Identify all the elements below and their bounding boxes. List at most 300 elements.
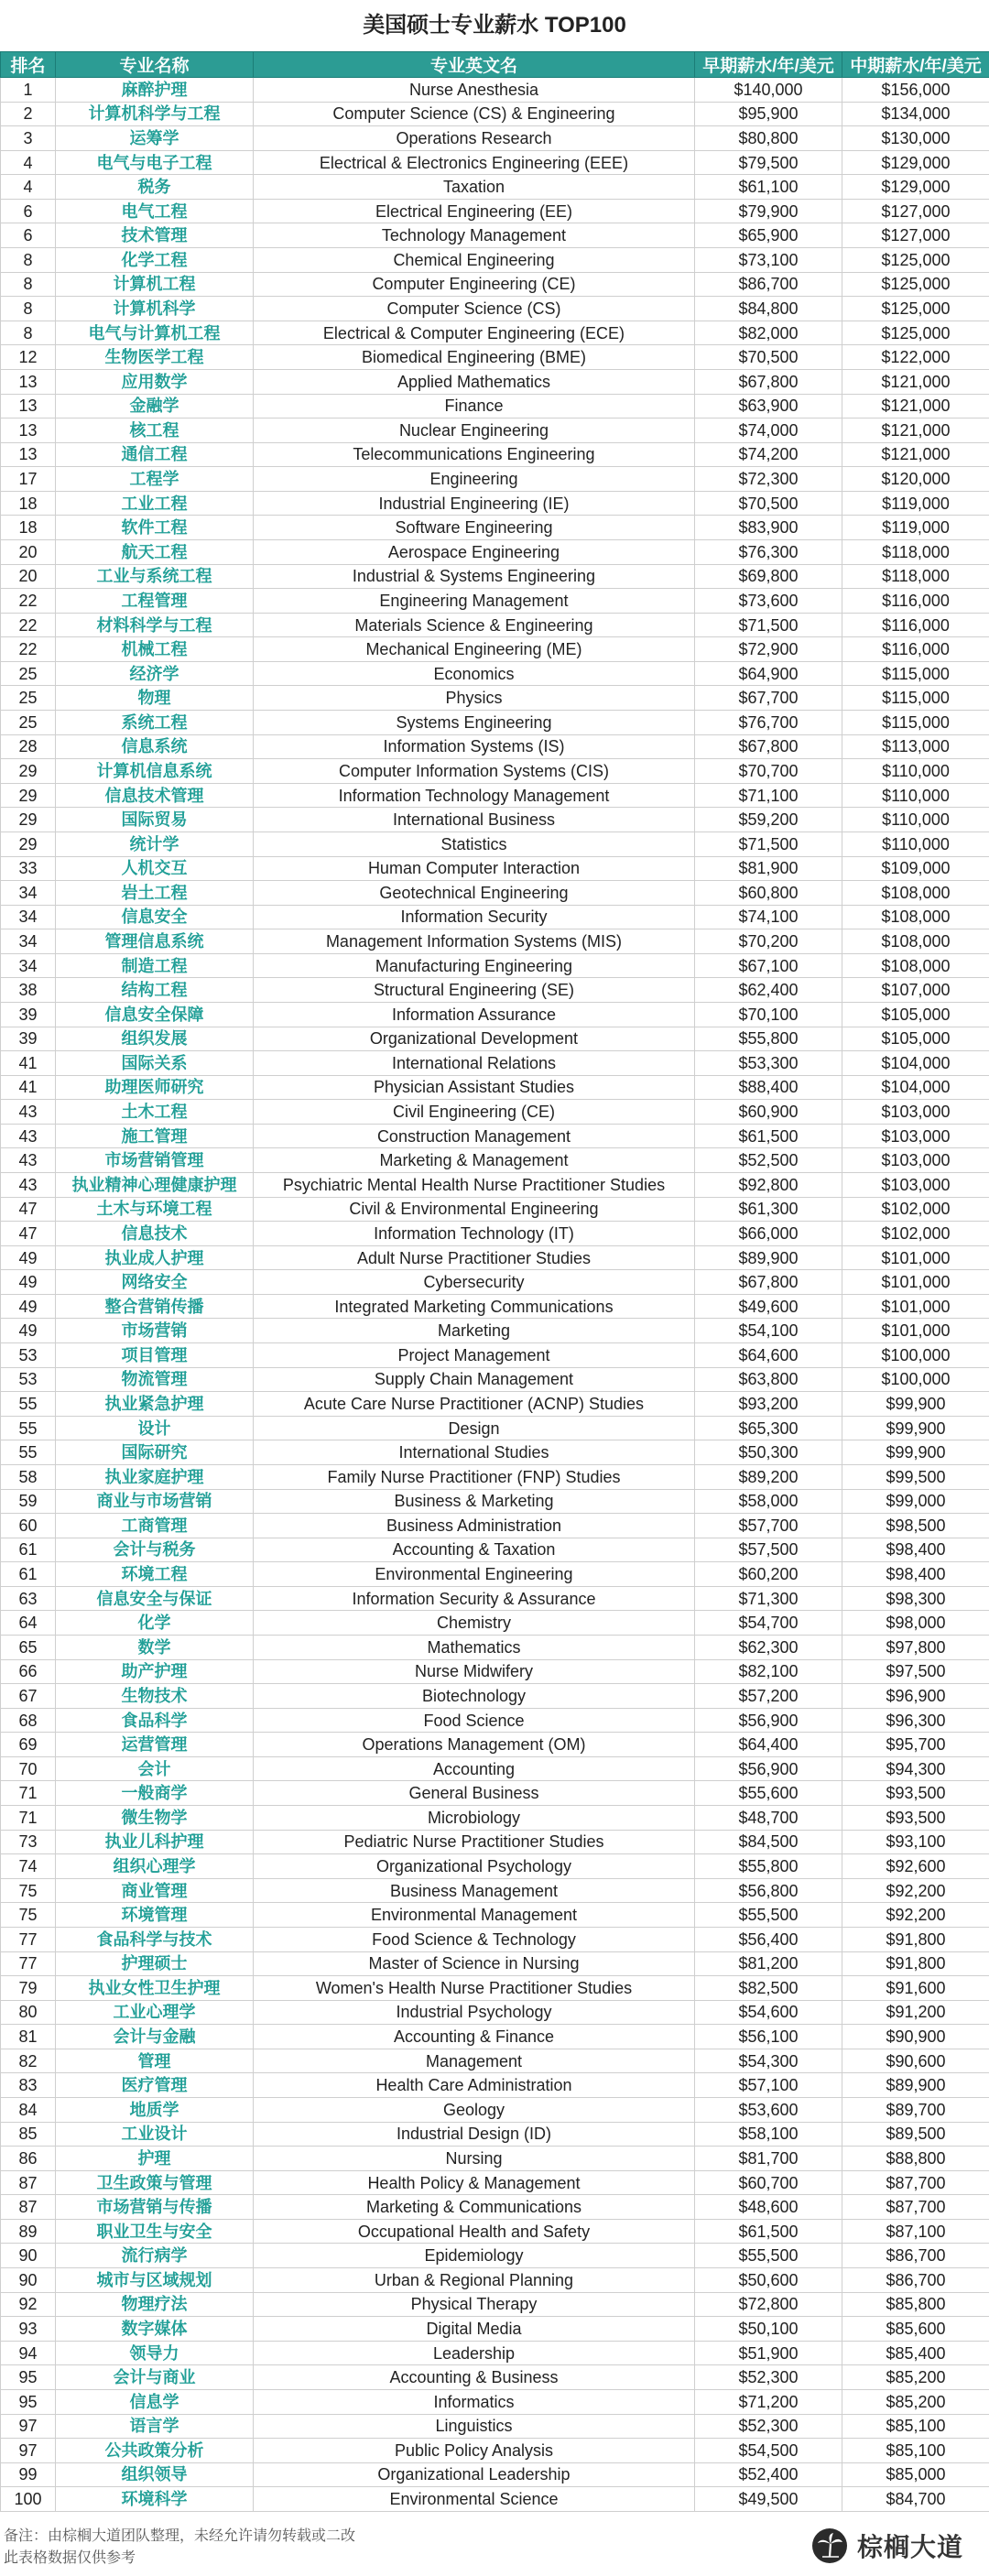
english-name-cell: Systems Engineering	[254, 711, 695, 735]
table-row	[1, 564, 989, 589]
english-name-cell: Economics	[254, 661, 695, 686]
early-salary-cell: $86,700	[695, 272, 842, 297]
rank-cell: 12	[1, 345, 56, 370]
early-salary-cell: $63,900	[695, 394, 842, 418]
major-name-cell: 语言学	[56, 2414, 254, 2439]
mid-salary-cell: $116,000	[842, 637, 989, 662]
early-salary-cell: $89,900	[695, 1245, 842, 1270]
rank-cell: 74	[1, 1854, 56, 1879]
rank-cell: 87	[1, 2195, 56, 2220]
mid-salary-cell: $98,400	[842, 1562, 989, 1587]
major-name-cell: 医疗管理	[56, 2073, 254, 2098]
rank-cell: 20	[1, 564, 56, 589]
rank-cell: 75	[1, 1903, 56, 1928]
table-row	[1, 661, 989, 686]
major-name-cell: 一般商学	[56, 1781, 254, 1806]
major-name-cell: 化学	[56, 1611, 254, 1636]
table-row	[1, 297, 989, 321]
major-name-cell: 应用数学	[56, 369, 254, 394]
early-salary-cell: $70,700	[695, 759, 842, 784]
mid-salary-cell: $121,000	[842, 369, 989, 394]
table-row	[1, 1416, 989, 1440]
palm-tree-icon	[811, 2527, 848, 2564]
rank-cell: 90	[1, 2268, 56, 2293]
early-salary-cell: $63,800	[695, 1367, 842, 1392]
english-name-cell: Business Administration	[254, 1514, 695, 1538]
mid-salary-cell: $109,000	[842, 856, 989, 881]
early-salary-cell: $67,100	[695, 953, 842, 978]
major-name-cell: 执业家庭护理	[56, 1464, 254, 1489]
english-name-cell: Accounting	[254, 1756, 695, 1781]
rank-cell: 55	[1, 1440, 56, 1465]
major-name-cell: 航天工程	[56, 539, 254, 564]
mid-salary-cell: $98,400	[842, 1538, 989, 1562]
table-row	[1, 637, 989, 662]
mid-salary-cell: $91,600	[842, 1976, 989, 2001]
rank-cell: 8	[1, 272, 56, 297]
major-name-cell: 核工程	[56, 418, 254, 443]
early-salary-cell: $57,100	[695, 2073, 842, 2098]
mid-salary-cell: $85,100	[842, 2439, 989, 2463]
mid-salary-cell: $156,000	[842, 78, 989, 103]
rank-cell: 86	[1, 2147, 56, 2171]
table-row	[1, 1951, 989, 1976]
early-salary-cell: $82,000	[695, 321, 842, 345]
english-name-cell: Project Management	[254, 1343, 695, 1368]
major-name-cell: 计算机科学与工程	[56, 102, 254, 126]
mid-salary-cell: $103,000	[842, 1124, 989, 1148]
mid-salary-cell: $129,000	[842, 150, 989, 175]
table-row	[1, 199, 989, 223]
table-row	[1, 369, 989, 394]
rank-cell: 41	[1, 1075, 56, 1100]
major-name-cell: 物理疗法	[56, 2292, 254, 2317]
table-row	[1, 491, 989, 516]
mid-salary-cell: $125,000	[842, 272, 989, 297]
rank-cell: 61	[1, 1562, 56, 1587]
rank-cell: 55	[1, 1392, 56, 1417]
mid-salary-cell: $103,000	[842, 1100, 989, 1125]
rank-cell: 47	[1, 1197, 56, 1222]
table-row	[1, 102, 989, 126]
major-name-cell: 市场营销	[56, 1319, 254, 1343]
rank-cell: 70	[1, 1756, 56, 1781]
major-name-cell: 信息学	[56, 2389, 254, 2414]
early-salary-cell: $52,300	[695, 2365, 842, 2390]
mid-salary-cell: $118,000	[842, 564, 989, 589]
rank-cell: 43	[1, 1124, 56, 1148]
english-name-cell: Epidemiology	[254, 2244, 695, 2268]
table-row	[1, 1927, 989, 1951]
english-name-cell: Digital Media	[254, 2317, 695, 2342]
early-salary-cell: $76,300	[695, 539, 842, 564]
english-name-cell: Human Computer Interaction	[254, 856, 695, 881]
rank-cell: 25	[1, 661, 56, 686]
table-row	[1, 2341, 989, 2365]
mid-salary-cell: $86,700	[842, 2268, 989, 2293]
major-name-cell: 国际研究	[56, 1440, 254, 1465]
mid-salary-cell: $108,000	[842, 953, 989, 978]
english-name-cell: Organizational Leadership	[254, 2462, 695, 2487]
mid-salary-cell: $99,500	[842, 1464, 989, 1489]
early-salary-cell: $54,100	[695, 1319, 842, 1343]
early-salary-cell: $50,600	[695, 2268, 842, 2293]
table-row	[1, 1270, 989, 1295]
mid-salary-cell: $121,000	[842, 394, 989, 418]
mid-salary-cell: $110,000	[842, 808, 989, 832]
english-name-cell: International Business	[254, 808, 695, 832]
rank-cell: 34	[1, 953, 56, 978]
table-row	[1, 2487, 989, 2512]
major-name-cell: 数学	[56, 1636, 254, 1660]
early-salary-cell: $74,100	[695, 905, 842, 929]
english-name-cell: Health Care Administration	[254, 2073, 695, 2098]
footer-note: 备注：由棕榈大道团队整理，未经允许请勿转载或二改	[4, 2528, 356, 2544]
english-name-cell: Physical Therapy	[254, 2292, 695, 2317]
table-row	[1, 418, 989, 443]
table-row	[1, 1756, 989, 1781]
early-salary-cell: $55,800	[695, 1854, 842, 1879]
english-name-cell: Urban & Regional Planning	[254, 2268, 695, 2293]
early-salary-cell: $54,300	[695, 2049, 842, 2073]
early-salary-cell: $53,300	[695, 1051, 842, 1076]
early-salary-cell: $70,100	[695, 1002, 842, 1027]
rank-cell: 99	[1, 2462, 56, 2487]
mid-salary-cell: $89,900	[842, 2073, 989, 2098]
major-name-cell: 市场营销管理	[56, 1148, 254, 1173]
rank-cell: 53	[1, 1343, 56, 1368]
major-name-cell: 食品科学	[56, 1708, 254, 1733]
early-salary-cell: $93,200	[695, 1392, 842, 1417]
english-name-cell: Nurse Midwifery	[254, 1659, 695, 1684]
english-name-cell: Acute Care Nurse Practitioner (ACNP) Studies	[254, 1392, 695, 1417]
major-name-cell: 微生物学	[56, 1806, 254, 1831]
mid-salary-cell: $85,000	[842, 2462, 989, 2487]
english-name-cell: Public Policy Analysis	[254, 2439, 695, 2463]
rank-cell: 80	[1, 2000, 56, 2025]
early-salary-cell: $67,800	[695, 734, 842, 759]
major-name-cell: 数字媒体	[56, 2317, 254, 2342]
english-name-cell: Mechanical Engineering (ME)	[254, 637, 695, 662]
early-salary-cell: $80,800	[695, 126, 842, 151]
english-name-cell: Industrial Engineering (IE)	[254, 491, 695, 516]
english-name-cell: Finance	[254, 394, 695, 418]
table-row	[1, 2097, 989, 2122]
table-row	[1, 856, 989, 881]
mid-salary-cell: $89,500	[842, 2122, 989, 2147]
table-row	[1, 686, 989, 711]
early-salary-cell: $83,900	[695, 516, 842, 540]
rank-cell: 83	[1, 2073, 56, 2098]
english-name-cell: Nursing	[254, 2147, 695, 2171]
early-salary-cell: $55,500	[695, 2244, 842, 2268]
table-row	[1, 2365, 989, 2390]
english-name-cell: Women's Health Nurse Practitioner Studies	[254, 1976, 695, 2001]
english-name-cell: Accounting & Business	[254, 2365, 695, 2390]
table-row	[1, 1976, 989, 2001]
major-name-cell: 生物技术	[56, 1684, 254, 1709]
brand-name: 棕榈大道	[856, 2533, 963, 2561]
early-salary-cell: $60,900	[695, 1100, 842, 1125]
english-name-cell: Operations Management (OM)	[254, 1733, 695, 1757]
english-name-cell: Environmental Management	[254, 1903, 695, 1928]
early-salary-cell: $72,300	[695, 467, 842, 492]
major-name-cell: 系统工程	[56, 711, 254, 735]
rank-cell: 63	[1, 1586, 56, 1611]
english-name-cell: Materials Science & Engineering	[254, 613, 695, 637]
header-mid-salary: 中期薪水/年/美元	[842, 52, 989, 78]
table-row	[1, 1684, 989, 1709]
rank-cell: 49	[1, 1294, 56, 1319]
major-name-cell: 工业心理学	[56, 2000, 254, 2025]
table-row	[1, 1051, 989, 1076]
early-salary-cell: $81,200	[695, 1951, 842, 1976]
mid-salary-cell: $97,800	[842, 1636, 989, 1660]
table-row	[1, 78, 989, 103]
mid-salary-cell: $125,000	[842, 248, 989, 273]
early-salary-cell: $81,700	[695, 2147, 842, 2171]
early-salary-cell: $58,100	[695, 2122, 842, 2147]
rank-cell: 8	[1, 321, 56, 345]
table-row	[1, 1197, 989, 1222]
early-salary-cell: $73,100	[695, 248, 842, 273]
major-name-cell: 工业与系统工程	[56, 564, 254, 589]
table-row	[1, 2073, 989, 2098]
table-row	[1, 1708, 989, 1733]
table-row	[1, 150, 989, 175]
mid-salary-cell: $103,000	[842, 1173, 989, 1198]
rank-cell: 20	[1, 539, 56, 564]
mid-salary-cell: $116,000	[842, 613, 989, 637]
early-salary-cell: $84,500	[695, 1830, 842, 1854]
mid-salary-cell: $101,000	[842, 1270, 989, 1295]
early-salary-cell: $82,100	[695, 1659, 842, 1684]
english-name-cell: Psychiatric Mental Health Nurse Practitioner Studies	[254, 1173, 695, 1198]
major-name-cell: 电气工程	[56, 199, 254, 223]
rank-cell: 43	[1, 1148, 56, 1173]
mid-salary-cell: $92,200	[842, 1878, 989, 1903]
mid-salary-cell: $96,900	[842, 1684, 989, 1709]
table-row	[1, 2000, 989, 2025]
english-name-cell: Construction Management	[254, 1124, 695, 1148]
mid-salary-cell: $98,000	[842, 1611, 989, 1636]
mid-salary-cell: $101,000	[842, 1245, 989, 1270]
mid-salary-cell: $110,000	[842, 831, 989, 856]
table-row	[1, 978, 989, 1003]
early-salary-cell: $79,500	[695, 150, 842, 175]
english-name-cell: Taxation	[254, 175, 695, 200]
table-row	[1, 467, 989, 492]
header-rank: 排名	[1, 52, 56, 78]
rank-cell: 59	[1, 1489, 56, 1514]
major-name-cell: 计算机科学	[56, 297, 254, 321]
early-salary-cell: $59,200	[695, 808, 842, 832]
major-name-cell: 施工管理	[56, 1124, 254, 1148]
mid-salary-cell: $99,900	[842, 1392, 989, 1417]
table-row	[1, 1489, 989, 1514]
major-name-cell: 执业紧急护理	[56, 1392, 254, 1417]
major-name-cell: 电气与电子工程	[56, 150, 254, 175]
early-salary-cell: $71,300	[695, 1586, 842, 1611]
english-name-cell: Organizational Psychology	[254, 1854, 695, 1879]
english-name-cell: Microbiology	[254, 1806, 695, 1831]
mid-salary-cell: $115,000	[842, 686, 989, 711]
mid-salary-cell: $93,500	[842, 1806, 989, 1831]
early-salary-cell: $69,800	[695, 564, 842, 589]
english-name-cell: Nurse Anesthesia	[254, 78, 695, 103]
major-name-cell: 人机交互	[56, 856, 254, 881]
rank-cell: 79	[1, 1976, 56, 2001]
english-name-cell: Engineering	[254, 467, 695, 492]
english-name-cell: Computer Engineering (CE)	[254, 272, 695, 297]
english-name-cell: Aerospace Engineering	[254, 539, 695, 564]
english-name-cell: Chemical Engineering	[254, 248, 695, 273]
mid-salary-cell: $116,000	[842, 589, 989, 614]
early-salary-cell: $95,900	[695, 102, 842, 126]
early-salary-cell: $64,400	[695, 1733, 842, 1757]
major-name-cell: 市场营销与传播	[56, 2195, 254, 2220]
english-name-cell: Physics	[254, 686, 695, 711]
table-row	[1, 1586, 989, 1611]
major-name-cell: 信息安全	[56, 905, 254, 929]
table-row	[1, 1659, 989, 1684]
early-salary-cell: $74,000	[695, 418, 842, 443]
early-salary-cell: $57,500	[695, 1538, 842, 1562]
mid-salary-cell: $92,600	[842, 1854, 989, 1879]
english-name-cell: Statistics	[254, 831, 695, 856]
table-row	[1, 1319, 989, 1343]
major-name-cell: 城市与区域规划	[56, 2268, 254, 2293]
table-row	[1, 808, 989, 832]
table-row	[1, 1245, 989, 1270]
major-name-cell: 国际关系	[56, 1051, 254, 1076]
mid-salary-cell: $99,900	[842, 1440, 989, 1465]
mid-salary-cell: $89,700	[842, 2097, 989, 2122]
mid-salary-cell: $101,000	[842, 1319, 989, 1343]
rank-cell: 97	[1, 2414, 56, 2439]
major-name-cell: 环境工程	[56, 1562, 254, 1587]
early-salary-cell: $61,300	[695, 1197, 842, 1222]
major-name-cell: 执业儿科护理	[56, 1830, 254, 1854]
english-name-cell: Computer Science (CS)	[254, 297, 695, 321]
english-name-cell: Computer Science (CS) & Engineering	[254, 102, 695, 126]
rank-cell: 22	[1, 637, 56, 662]
early-salary-cell: $65,900	[695, 223, 842, 248]
early-salary-cell: $67,700	[695, 686, 842, 711]
rank-cell: 6	[1, 223, 56, 248]
table-row	[1, 1294, 989, 1319]
major-name-cell: 环境管理	[56, 1903, 254, 1928]
mid-salary-cell: $85,400	[842, 2341, 989, 2365]
table-row	[1, 272, 989, 297]
major-name-cell: 制造工程	[56, 953, 254, 978]
rank-cell: 69	[1, 1733, 56, 1757]
early-salary-cell: $76,700	[695, 711, 842, 735]
mid-salary-cell: $97,500	[842, 1659, 989, 1684]
english-name-cell: Chemistry	[254, 1611, 695, 1636]
major-name-cell: 管理	[56, 2049, 254, 2073]
english-name-cell: Structural Engineering (SE)	[254, 978, 695, 1003]
rank-cell: 55	[1, 1416, 56, 1440]
table-row	[1, 516, 989, 540]
english-name-cell: Leadership	[254, 2341, 695, 2365]
mid-salary-cell: $98,500	[842, 1514, 989, 1538]
mid-salary-cell: $93,500	[842, 1781, 989, 1806]
english-name-cell: Master of Science in Nursing	[254, 1951, 695, 1976]
major-name-cell: 助理医师研究	[56, 1075, 254, 1100]
english-name-cell: Marketing & Management	[254, 1148, 695, 1173]
major-name-cell: 化学工程	[56, 248, 254, 273]
early-salary-cell: $52,500	[695, 1148, 842, 1173]
table-row	[1, 1173, 989, 1198]
rank-cell: 47	[1, 1222, 56, 1246]
english-name-cell: Biotechnology	[254, 1684, 695, 1709]
mid-salary-cell: $85,600	[842, 2317, 989, 2342]
major-name-cell: 护理	[56, 2147, 254, 2171]
mid-salary-cell: $85,800	[842, 2292, 989, 2317]
major-name-cell: 计算机工程	[56, 272, 254, 297]
early-salary-cell: $61,500	[695, 1124, 842, 1148]
table-row	[1, 1002, 989, 1027]
table-row	[1, 1806, 989, 1831]
table-row	[1, 1148, 989, 1173]
rank-cell: 18	[1, 491, 56, 516]
table-row	[1, 1464, 989, 1489]
english-name-cell: Accounting & Taxation	[254, 1538, 695, 1562]
table-row	[1, 2268, 989, 2293]
mid-salary-cell: $100,000	[842, 1367, 989, 1392]
rank-cell: 85	[1, 2122, 56, 2147]
rank-cell: 82	[1, 2049, 56, 2073]
early-salary-cell: $71,500	[695, 831, 842, 856]
english-name-cell: Geotechnical Engineering	[254, 881, 695, 906]
rank-cell: 34	[1, 929, 56, 954]
early-salary-cell: $79,900	[695, 199, 842, 223]
early-salary-cell: $52,300	[695, 2414, 842, 2439]
english-name-cell: Electrical & Electronics Engineering (EEE)	[254, 150, 695, 175]
early-salary-cell: $56,900	[695, 1708, 842, 1733]
table-row	[1, 953, 989, 978]
major-name-cell: 流行病学	[56, 2244, 254, 2268]
table-row	[1, 2147, 989, 2171]
table-row	[1, 2219, 989, 2244]
table-row	[1, 881, 989, 906]
english-name-cell: Information Systems (IS)	[254, 734, 695, 759]
mid-salary-cell: $90,900	[842, 2025, 989, 2049]
mid-salary-cell: $101,000	[842, 1294, 989, 1319]
english-name-cell: Nuclear Engineering	[254, 418, 695, 443]
early-salary-cell: $57,200	[695, 1684, 842, 1709]
table-row	[1, 1514, 989, 1538]
table-row	[1, 759, 989, 784]
rank-cell: 87	[1, 2170, 56, 2195]
english-name-cell: Electrical Engineering (EE)	[254, 199, 695, 223]
major-name-cell: 网络安全	[56, 1270, 254, 1295]
table-row	[1, 1854, 989, 1879]
english-name-cell: Occupational Health and Safety	[254, 2219, 695, 2244]
rank-cell: 28	[1, 734, 56, 759]
major-name-cell: 运筹学	[56, 126, 254, 151]
early-salary-cell: $62,300	[695, 1636, 842, 1660]
table-row	[1, 248, 989, 273]
mid-salary-cell: $129,000	[842, 175, 989, 200]
table-row	[1, 2389, 989, 2414]
english-name-cell: Manufacturing Engineering	[254, 953, 695, 978]
major-name-cell: 软件工程	[56, 516, 254, 540]
mid-salary-cell: $91,800	[842, 1927, 989, 1951]
rank-cell: 18	[1, 516, 56, 540]
major-name-cell: 执业成人护理	[56, 1245, 254, 1270]
